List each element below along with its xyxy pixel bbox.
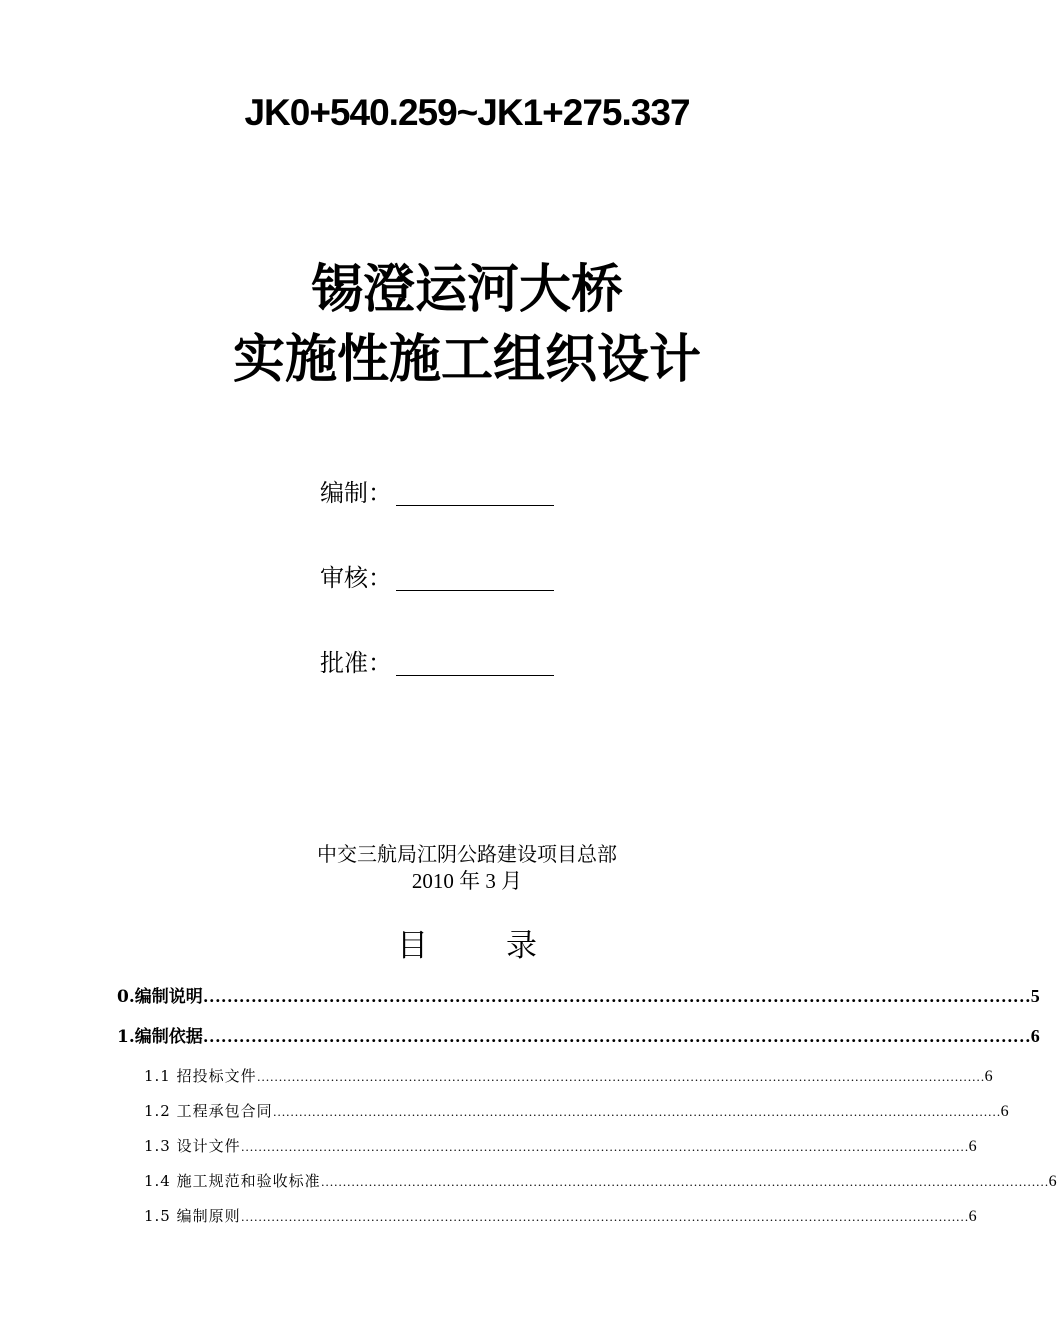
station-range: JK0+540.259~JK1+275.337 [244,92,690,133]
signature-label: 批准： [320,649,392,677]
toc-entry[interactable] [117,1022,1040,1051]
project-title: 锡澄运河大桥 [310,260,623,320]
toc-leader-dots: …………………………………………………………………………………………………………………………………………………… [320,1174,1049,1189]
toc-entry-page: 6 [968,1208,977,1225]
signature-label: 审核： [320,564,392,592]
toc-entry-page: 6 [984,1068,993,1085]
toc-entry[interactable] [144,1133,977,1160]
toc-entry-page: 6 [1048,1173,1057,1190]
toc-heading-char: 目 [397,928,428,964]
toc-entry[interactable] [117,982,1040,1011]
signature-line [396,590,554,591]
toc-entry-page: 6 [1000,1103,1009,1120]
toc-entry-title: 0.编制说明 [117,987,203,1007]
toc-heading [0,924,934,968]
signature-label: 编制： [320,479,392,507]
document-title: 实施性施工组织设计 [232,330,701,390]
toc-entry-title: 1.3 设计文件 [144,1137,241,1155]
toc-entry-page: 5 [1030,986,1040,1006]
signature-approved [320,642,554,678]
toc-entry[interactable] [144,1063,993,1090]
signature-prepared [320,472,554,508]
organization-name: 中交三航局江阴公路建设项目总部 [317,842,617,866]
toc-leader-dots: …………………………………………………………………………………………………………………………………………………… [256,1069,985,1084]
document-date: 2010 年 3 月 [411,869,523,893]
toc-entry[interactable] [144,1098,1009,1125]
toc-leader-dots: ………………………………………………………………………………………………………………………… [202,1026,1031,1046]
toc-leader-dots: ………………………………………………………………………………………………………………………… [202,986,1031,1006]
toc-heading-char: 录 [506,928,537,964]
toc-leader-dots: …………………………………………………………………………………………………………………………………………………… [240,1209,969,1224]
toc-entry[interactable] [144,1203,977,1230]
toc-entry-title: 1.4 施工规范和验收标准 [144,1172,321,1190]
toc-entry-page: 6 [1030,1026,1040,1046]
toc-entry-title: 1.1 招投标文件 [144,1067,257,1085]
toc-leader-dots: …………………………………………………………………………………………………………………………………………………… [240,1139,969,1154]
toc-entry-title: 1.5 编制原则 [144,1207,241,1225]
toc-entry-title: 1.编制依据 [117,1027,203,1047]
toc-entry[interactable] [144,1168,1057,1195]
signature-line [396,505,554,506]
signature-reviewed [320,557,554,593]
toc-leader-dots: …………………………………………………………………………………………………………………………………………………… [272,1104,1001,1119]
toc-entry-title: 1.2 工程承包合同 [144,1102,273,1120]
toc-entry-page: 6 [968,1138,977,1155]
signature-line [396,675,554,676]
